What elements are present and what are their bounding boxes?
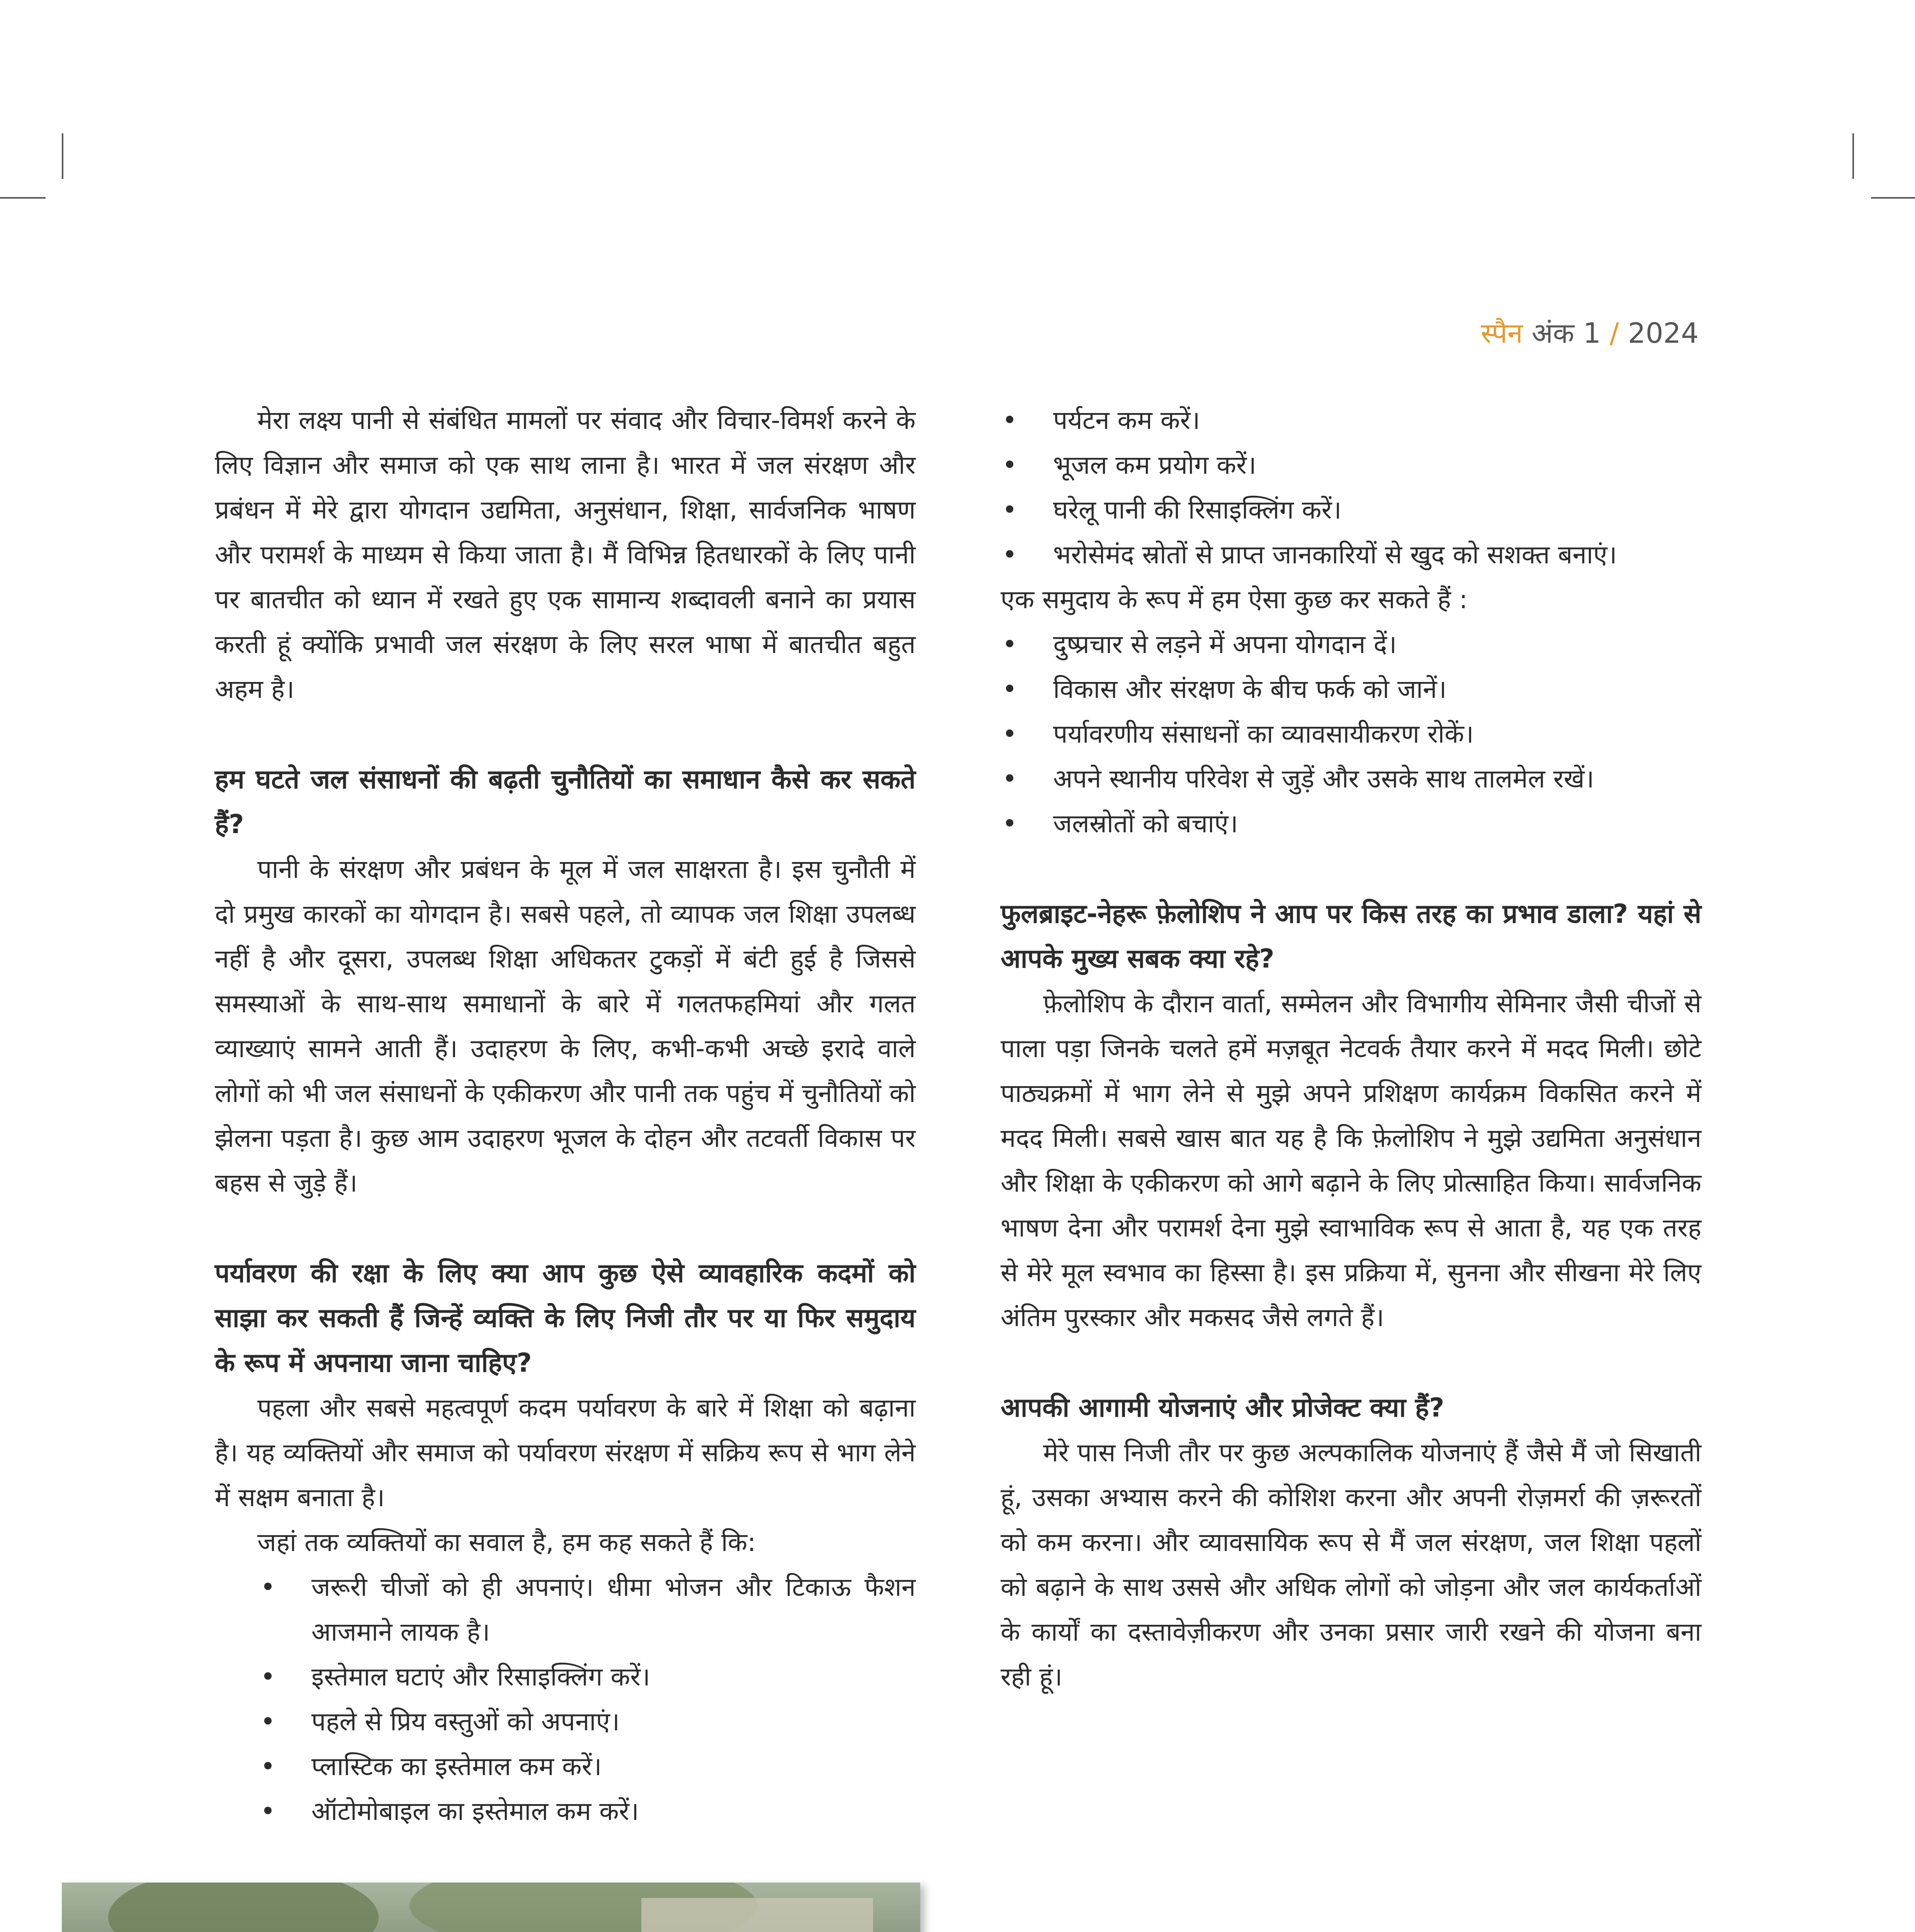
crop-mark — [0, 197, 46, 199]
list-item: • जरूरी चीजों को ही अपनाएं। धीमा भोजन और टिकाऊ फैशन आजमाने लायक है। — [311, 1565, 916, 1655]
header-separator: / — [1609, 317, 1619, 349]
list-item: • जलस्रोतों को बचाएं। — [1053, 801, 1701, 846]
bullet-icon: • — [260, 1752, 275, 1781]
running-header — [1481, 319, 1699, 347]
answer-paragraph-3: फ़ेलोशिप के दौरान वार्ता, सम्मेलन और विभागीय सेमिनार जैसी चीजों से पाला पड़ा जिनके चलते हमें मज़बूत नेटवर्क तैयार करने में मदद मिली। छोटे पाठ्यक्रमों में भाग लेने से मुझे अपने प्रशिक्षण कार्यक्रम विकसित करने में मदद मिली। सबसे खास बात यह है कि फ़ेलोशिप ने मुझे उद्यमिता अनुसंधान और शिक्षा के एकीकरण को आगे बढ़ाने के लिए प्रोत्साहित किया। सार्वजनिक भाषण देना और परामर्श देना मुझे स्वाभाविक रूप से आता है, यह एक तरह से मेरे मूल स्वभाव का हिस्सा है। इस प्रक्रिया में, सुनना और सीखना मेरे लिए अंतिम पुरस्कार और मकसद जैसे लगते हैं। — [1001, 989, 1701, 1332]
list-item: • घरेलू पानी की रिसाइक्लिंग करें। — [1053, 488, 1701, 532]
bullet-icon: • — [260, 1796, 275, 1826]
magazine-brand: स्पैन — [1480, 317, 1523, 349]
bullet-icon: • — [1002, 719, 1017, 749]
list-item: • अपने स्थानीय परिवेश से जुड़ें और उसके साथ तालमेल रखें। — [1053, 757, 1701, 801]
bullet-icon: • — [1002, 809, 1017, 838]
bullet-icon: • — [1002, 540, 1017, 570]
list-item: • विकास और संरक्षण के बीच फर्क को जानें। — [1053, 667, 1701, 712]
bullet-icon: • — [1002, 674, 1017, 704]
bullet-icon: • — [260, 1572, 275, 1602]
list-item: • पर्यावरणीय संसाधनों का व्यावसायीकरण रोकें। — [1053, 712, 1701, 757]
intro-paragraph: मेरा लक्ष्य पानी से संबंधित मामलों पर संवाद और विचार-विमर्श करने के लिए विज्ञान और समाज को एक साथ लाना है। भारत में जल संरक्षण और प्रबंधन में मेरे द्वारा योगदान उद्यमिता, अनुसंधान, शिक्षा, सार्वजनिक भाषण और परामर्श के माध्यम से किया जाता है। मैं विभिन्न हितधारकों के लिए पानी पर बातचीत को ध्यान में रखते हुए एक सामान्य शब्दावली बनाने का प्रयास करती हूं क्योंकि प्रभावी जल संरक्षण के लिए सरल भाषा में बातचीत बहुत अहम है। — [215, 405, 916, 704]
question-heading-3: फुलब्राइट-नेहरू फ़ेलोशिप ने आप पर किस तरह का प्रभाव डाला? यहां से आपके मुख्य सबक क्या रहे? — [1001, 899, 1701, 974]
answer-paragraph-1: पानी के संरक्षण और प्रबंधन के मूल में जल साक्षरता है। इस चुनौती में दो प्रमुख कारकों का योगदान है। सबसे पहले, तो व्यापक जल शिक्षा उपलब्ध नहीं है और दूसरा, उपलब्ध शिक्षा अधिकतर टुकड़ों में बंटी हुई है जिससे समस्याओं के साथ-साथ समाधानों के बारे में गलतफहमियां और गलत व्याख्याएं सामने आती हैं। उदाहरण के लिए, कभी-कभी अच्छे इरादे वाले लोगों को भी जल संसाधनों के एकीकरण और पानी तक पहुंच में चुनौतियों को झेलना पड़ता है। कुछ आम उदाहरण भूजल के दोहन और तटवर्ती विकास पर बहस से जुड़े हैं। — [215, 854, 916, 1198]
community-actions-list — [1001, 622, 1701, 846]
crop-mark — [1852, 133, 1854, 179]
issue-number: अंक 1 — [1531, 317, 1601, 349]
individual-actions-list-continued — [1001, 398, 1701, 577]
question-heading-4: आपकी आगामी योजनाएं और प्रोजेक्ट क्या हैं? — [1001, 1393, 1444, 1423]
list-item: • भूजल कम प्रयोग करें। — [1053, 443, 1701, 488]
list-item: • इस्तेमाल घटाएं और रिसाइक्लिंग करें। — [311, 1655, 916, 1699]
answer-paragraph-2: पहला और सबसे महत्वपूर्ण कदम पर्यावरण के बारे में शिक्षा को बढ़ाना है। यह व्यक्तियों और समाज को पर्यावरण संरक्षण में सक्रिय रूप से भाग लेने में सक्षम बनाता है। — [215, 1393, 916, 1512]
list-item: • पर्यटन कम करें। — [1053, 398, 1701, 443]
right-column — [1001, 398, 1701, 1699]
bullet-icon: • — [1002, 450, 1017, 480]
answer-paragraph-4: मेरे पास निजी तौर पर कुछ अल्पकालिक योजनाएं हैं जैसे मैं जो सिखाती हूं, उसका अभ्यास करने की कोशिश करना और अपनी रोज़मर्रा की ज़रूरतों को कम करना। और व्यावसायिक रूप से मैं जल संरक्षण, जल शिक्षा पहलों को बढ़ाने के साथ उससे और अधिक लोगों को जोड़ना और जल कार्यकर्ताओं के कार्यों का दस्तावेज़ीकरण और उनका प्रसार जारी रखने की योजना बना रही हूं। — [1001, 1438, 1701, 1692]
individuals-lead: जहां तक व्यक्तियों का सवाल है, हम कह सकते हैं कि: — [257, 1527, 756, 1557]
bullet-icon: • — [1002, 405, 1017, 435]
photo-tree-canopy — [108, 1883, 379, 1932]
question-heading-1: हम घटते जल संसाधनों की बढ़ती चुनौतियों का समाधान कैसे कर सकते हैं? — [215, 764, 916, 840]
individual-actions-list — [215, 1565, 916, 1834]
bullet-icon: • — [1002, 764, 1017, 794]
left-column — [215, 398, 916, 1834]
issue-year: 2024 — [1628, 317, 1699, 349]
photo-tent — [641, 1898, 873, 1932]
list-item: • पहले से प्रिय वस्तुओं को अपनाएं। — [311, 1699, 916, 1744]
list-item: • भरोसेमंद स्रोतों से प्राप्त जानकारियों से खुद को सशक्त बनाएं। — [1053, 532, 1701, 577]
group-photo — [62, 1883, 920, 1932]
question-heading-2: पर्यावरण की रक्षा के लिए क्या आप कुछ ऐसे व्यावहारिक कदमों को साझा कर सकती हैं जिन्हें व्यक्ति के लिए निजी तौर पर या फिर समुदाय के रूप में अपनाया जाना चाहिए? — [215, 1258, 916, 1378]
bullet-icon: • — [260, 1707, 275, 1736]
bullet-icon: • — [1002, 629, 1017, 659]
bullet-icon: • — [260, 1662, 275, 1692]
community-lead: एक समुदाय के रूप में हम ऐसा कुछ कर सकते हैं : — [1001, 585, 1468, 614]
crop-mark — [62, 133, 63, 179]
list-item: • ऑटोमोबाइल का इस्तेमाल कम करें। — [311, 1789, 916, 1834]
list-item: • दुष्प्रचार से लड़ने में अपना योगदान दें। — [1053, 622, 1701, 667]
bullet-icon: • — [1002, 495, 1017, 525]
crop-mark — [1871, 197, 1915, 199]
list-item: • प्लास्टिक का इस्तेमाल कम करें। — [311, 1744, 916, 1789]
